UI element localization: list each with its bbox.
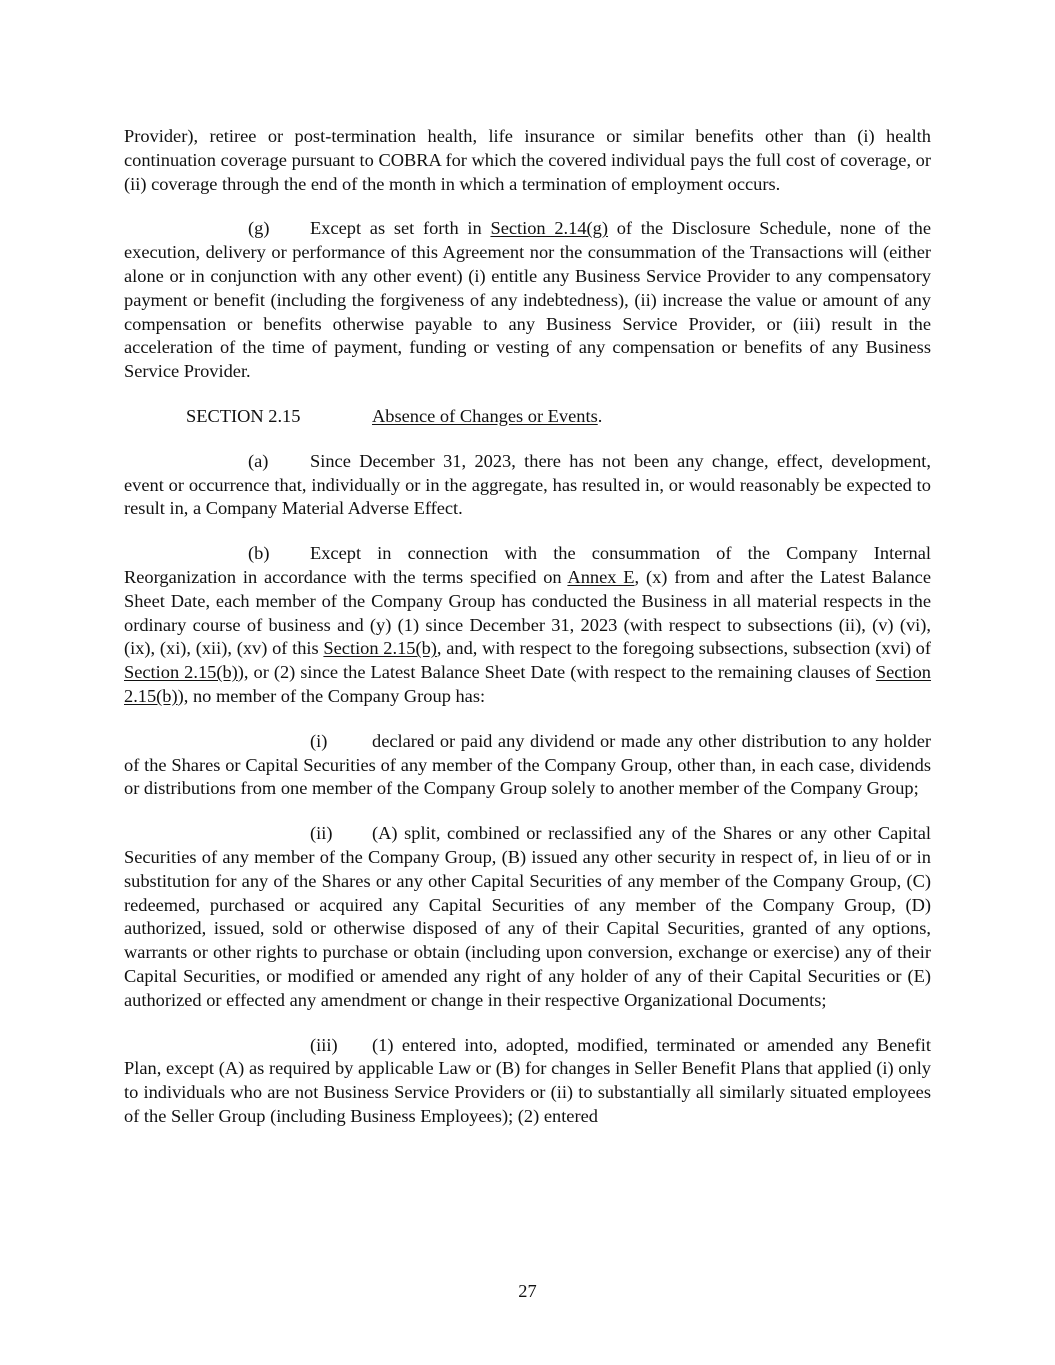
section-reference-link: Section 2.15(b)	[124, 662, 238, 683]
section-title-period: .	[597, 405, 603, 426]
clause-text: Except as set forth in	[310, 218, 491, 239]
subclause-ii	[124, 822, 931, 1012]
clause-g	[124, 217, 931, 384]
section-title: Absence of Changes or Events	[372, 405, 598, 426]
clause-text: Except in connection with the consummation of the Company Internal Reorganization in accordance with the terms specified on	[124, 543, 931, 587]
section-reference-link: Section 2.15(b)	[323, 638, 437, 659]
clause-text: , (x) from and after the Latest Balance Sheet Date, each member of the Company Group has conducted the Business in all material respects in the ordinary course of business and (y) (1) since December 31, 2023 (with respect to subsections (ii), (v) (vi), (ix), (xi), (xii), (xv) of this	[124, 566, 931, 659]
clause-a	[124, 450, 931, 521]
clause-text: ), or (2) since the Latest Balance Sheet Date (with respect to the remaining clauses of	[237, 662, 876, 683]
clause-text: , and, with respect to the foregoing subsections, subsection (xvi) of	[436, 638, 931, 659]
subclause-iii	[124, 1034, 931, 1129]
section-number: SECTION 2.15	[186, 405, 301, 426]
subclause-i	[124, 730, 931, 801]
paragraph-text: Provider), retiree or post-termination health, life insurance or similar benefits other than (i) health continuation coverage pursuant to COBRA for which the covered individual pays the full cost of coverage, or (ii) coverage through the end of the month in which a termination of employment occurs.	[124, 126, 931, 194]
section-reference-link: Section 2.15(b)	[124, 662, 932, 706]
clause-b	[124, 542, 931, 709]
clause-label: (a)	[248, 450, 269, 471]
page-number: 27	[518, 1281, 537, 1301]
subclause-label: (iii)	[310, 1034, 338, 1055]
subclause-text: declared or paid any dividend or made any other distribution to any holder of the Shares or Capital Securities of any member of the Company Group, other than, in each case, dividends or distributions from one member of the Company Group solely to another member of the Company Group;	[124, 730, 931, 799]
subclause-text: (A) split, combined or reclassified any of the Shares or any other Capital Securities of any member of the Company Group, (B) issued any other security in respect of, in lieu of or in substitution for any of the Shares or any other Capital Securities of any member of the Company Group, (C) redeemed, purchased or acquired any Capital Securities of any member of the Company Group, (D) authorized, issued, sold or otherwise disposed of any of their Capital Securities, granted of any options, warrants or other rights to purchase or obtain (including upon conversion, exchange or exercise) any of their Capital Securities, or modified or amended any right of any holder of any of their Capital Securities or (E) authorized or effected any amendment or change in their respective Organizational Documents;	[124, 823, 931, 1010]
subclause-label: (i)	[310, 730, 328, 751]
subclause-label: (ii)	[310, 823, 333, 844]
annex-reference-link: Annex E	[567, 566, 635, 587]
document-page	[124, 125, 931, 1150]
clause-text: Since December 31, 2023, there has not been any change, effect, development, event or occurrence that, individually or in the aggregate, has resulted in, or would reasonably be expected to result in, a Company Material Adverse Effect.	[124, 450, 931, 519]
section-heading	[124, 405, 931, 429]
section-reference-link: Section 2.14(g)	[490, 218, 608, 239]
clause-text: ), no member of the Company Group has:	[177, 685, 486, 706]
paragraph-benefits-continuation	[124, 125, 931, 196]
clause-text: of the Disclosure Schedule, none of the execution, delivery or performance of this Agreement nor the consummation of the Transactions will (either alone or in conjunction with any other event) (i) entitle any Business Service Provider to any compensatory payment or benefit (including the forgiveness of any indebtedness), (ii) increase the value or amount of any compensation or benefits otherwise payable to any Business Service Provider, or (iii) result in the acceleration of the time of payment, funding or vesting of any compensation or benefits of any Business Service Provider.	[124, 218, 932, 382]
clause-label: (b)	[248, 543, 270, 564]
subclause-text: (1) entered into, adopted, modified, terminated or amended any Benefit Plan, except (A) as required by applicable Law or (B) for changes in Seller Benefit Plans that applied (i) only to individuals who are not Business Service Providers or (ii) to substantially all similarly situated employees of the Seller Group (including Business Employees); (2) entered	[124, 1034, 931, 1126]
clause-label: (g)	[248, 218, 270, 239]
